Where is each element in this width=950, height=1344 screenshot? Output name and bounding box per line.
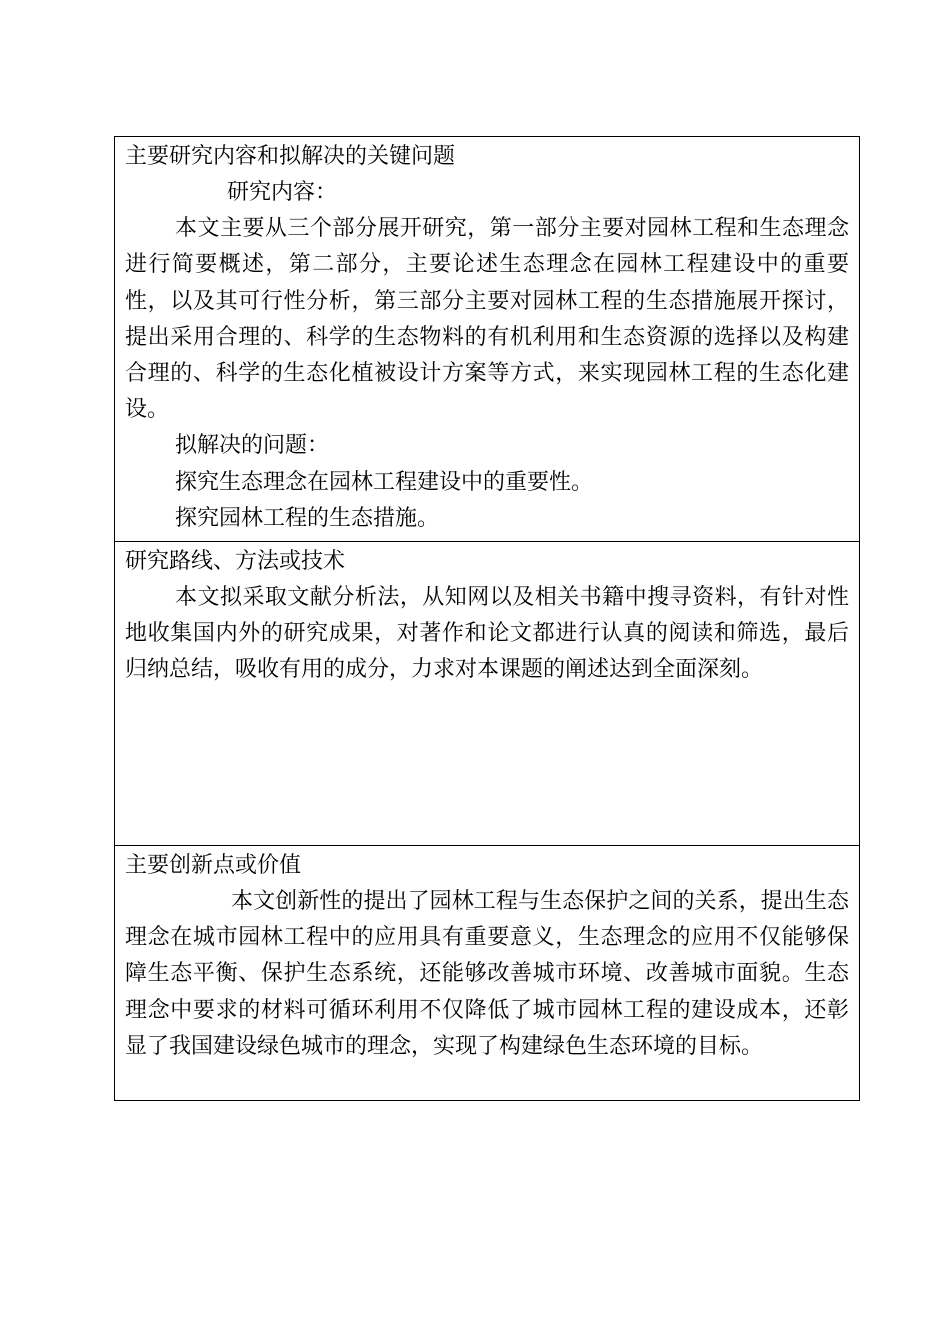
- proposal-table: [114, 136, 860, 1101]
- problem-item: 探究生态理念在园林工程建设中的重要性。: [175, 469, 594, 495]
- section-title: 研究路线、方法或技术: [125, 549, 346, 575]
- section-title: 主要研究内容和拟解决的关键问题: [125, 144, 456, 169]
- problems-heading: 拟解决的问题：: [175, 433, 330, 459]
- table-row: [115, 846, 860, 1101]
- research-content-cell: [115, 137, 860, 542]
- innovation-cell: [115, 846, 860, 1101]
- problem-item: 探究园林工程的生态措施。: [175, 505, 440, 531]
- method-paragraph: 本文拟采取文献分析法，从知网以及相关书籍中搜寻资料，有针对性地收集国内外的研究成果，对著作和论文都进行认真的阅读和筛选，最后归纳总结，吸收有用的成分，力求对本课题的阐述达到全面深刻。: [125, 585, 849, 683]
- content-heading: 研究内容：: [227, 180, 338, 205]
- section-title: 主要创新点或价值: [125, 853, 302, 879]
- research-method-cell: [115, 542, 860, 846]
- table-row: [115, 137, 860, 542]
- table-row: [115, 542, 860, 846]
- content-paragraph: 本文主要从三个部分展开研究，第一部分主要对园林工程和生态理念进行简要概述，第二部分，主要论述生态理念在园林工程建设中的重要性，以及其可行性分析，第三部分主要对园林工程的生态措施展开探讨，提出采用合理的、科学的生态物料的有机利用和生态资源的选择以及构建合理的、科学的生态化植被设计方案等方式，来实现园林工程的生态化建设。: [125, 216, 849, 423]
- innovation-paragraph: 本文创新性的提出了园林工程与生态保护之间的关系，提出生态理念在城市园林工程中的应用具有重要意义，生态理念的应用不仅能够保障生态平衡、保护生态系统，还能够改善城市环境、改善城市面貌。生态理念中要求的材料可循环利用不仅降低了城市园林工程的建设成本，还彰显了我国建设绿色城市的理念，实现了构建绿色生态环境的目标。: [125, 889, 849, 1059]
